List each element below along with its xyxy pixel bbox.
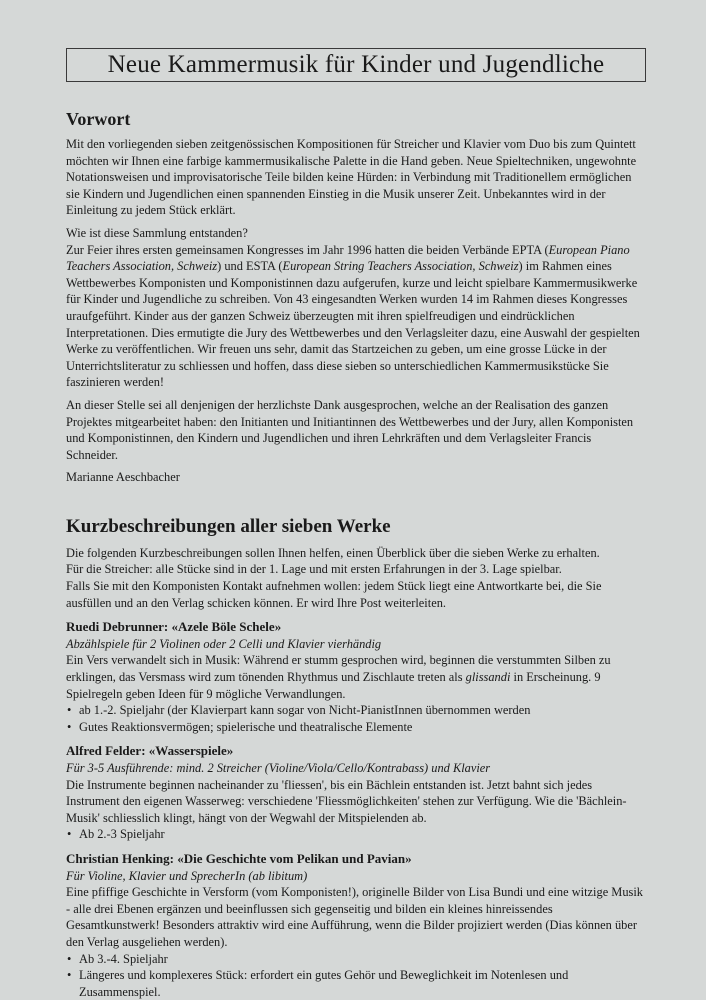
vorwort-paragraph-3: An dieser Stelle sei all denjenigen der herzlichste Dank ausgesprochen, welche an der Realisation des ganzen Projektes mitgearbeitet haben: den Initianten und Initiantinnen des Wettbewerbes und der Jury, allen Komponisten und Komponistinnen, den Kindern und Jugendlichen und ihren Lehrkräften und dem Verlagsleiter Francis Schneider.	[66, 397, 634, 462]
works-intro	[66, 545, 646, 611]
document-title: Neue Kammermusik für Kinder und Jugendliche	[66, 48, 646, 82]
bullet-item: • Gutes Reaktionsvermögen; spielerische und theatralische Elemente	[66, 719, 646, 736]
works-intro-line-1: Die folgenden Kurzbeschreibungen sollen Ihnen helfen, einen Überblick über die sieben Werke zu erhalten.	[66, 545, 600, 560]
text-run-italic: European String Teachers Association, Schweiz	[282, 259, 519, 274]
document-body	[66, 108, 646, 1000]
work-title: Ruedi Debrunner: «Azele Böle Schele»	[66, 619, 282, 635]
vorwort-paragraph-2	[66, 242, 646, 391]
works-intro-line-2: Für die Streicher: alle Stücke sind in der 1. Lage und mit ersten Erfahrungen in der 3. Lage spielbar.	[66, 562, 562, 577]
text-run: ) im Rahmen eines Wettbewerbes Komponisten und Komponistinnen dazu aufgerufen, kurze und leicht spielbare Kammermusikwerke für Kinder und Jugendliche zu schreiben. Von 43 eingesandten Werken wurden 14 im Rahmen dieses Kongresses uraufgeführt. Kinder aus der ganzen Schweiz überzeugten mit ihren spielfreudigen und eindrücklichen Interpretationen. Dies ermutigte die Jury des Wettbewerbes und den Verlagsleiter dazu, eine Auswahl der gespielten Werke zu veröffentlichen. Wir freuen uns sehr, damit das Startzeichen zu geben, um eine grosse Lücke in der Unterrichtsliteratur zu schliessen und hoffen, dass diese sieben so unterschiedlichen Kammermusikstücke Sie faszinieren werden!	[66, 259, 640, 390]
text-run: Zur Feier ihres ersten gemeinsamen Kongresses im Jahr 1996 hatten die beiden Verbände EPTA (	[66, 242, 549, 257]
text-run: Ein Vers verwandelt sich in Musik: Während er stumm gesprochen wird, beginnen die verstummten Silben zu erklingen, das Versmass wird zum tönenden Rhythmus und Zischlaute treten als	[66, 653, 611, 685]
work-entry-felder	[66, 743, 646, 843]
work-subtitle: Für Violine, Klavier und SprecherIn (ab libitum)	[66, 868, 308, 883]
text-run: ) und ESTA (	[217, 259, 283, 274]
work-bullets	[66, 702, 646, 735]
work-bullets	[66, 826, 646, 843]
bullet-item: • Ab 3.-4. Spieljahr	[66, 951, 646, 968]
work-description: Die Instrumente beginnen nacheinander zu 'fliessen', bis ein Bächlein entstanden ist. Jetzt bahnt sich jedes Instrument den eigenen Wasserweg: verschiedene 'Fliessmöglichkeiten' stehen zur Verfügung. Wie die 'Bächlein-Musik' schliesslich klingt, hängt von der Wegwahl der Mitspielenden ab.	[66, 777, 627, 825]
works-intro-line-3: Falls Sie mit den Komponisten Kontakt aufnehmen wollen: jedem Stück liegt eine Antwortkarte bei, die Sie ausfüllen und an den Verlag schicken können. Er wird Ihre Post weiterleiten.	[66, 579, 602, 610]
work-description	[66, 652, 646, 702]
vorwort-question: Wie ist diese Sammlung entstanden?	[66, 225, 248, 240]
work-description: Eine pfiffige Geschichte in Versform (vom Komponisten!), originelle Bilder von Lisa Bundi und eine witzige Musik - alle drei Ebenen ergänzen und beeinflussen sich gegenseitig und bilden ein kleines hinreissendes Gesamtkunstwerk! Besonders attraktiv wird eine Aufführung, wenn die Bilder projiziert werden (Dias können über den Verlag ausgeliehen werden).	[66, 885, 643, 949]
vorwort-paragraph-1: Mit den vorliegenden sieben zeitgenössischen Kompositionen für Streicher und Klavier vom Duo bis zum Quintett möchten wir Ihnen eine farbige kammermusikalische Palette in die Hand geben. Neue Spieltechniken, ungewohnte Notationsweisen und improvisatorische Teile bilden keine Hürden: in Verbindung mit Traditionellem ermöglichen sie Kindern und Jugendlichen einen spannenden Einstieg in die Musik unserer Zeit. Unbekanntes wird in der Einleitung zu jedem Stück erklärt.	[66, 137, 637, 218]
work-subtitle: Abzählspiele für 2 Violinen oder 2 Celli und Klavier vierhändig	[66, 636, 382, 651]
work-title: Christian Henking: «Die Geschichte vom Pelikan und Pavian»	[66, 850, 412, 866]
work-bullets	[66, 951, 646, 1000]
work-subtitle: Für 3-5 Ausführende: mind. 2 Streicher (Violine/Viola/Cello/Kontrabass) und Klavier	[66, 761, 491, 775]
bullet-item: • Längeres und komplexeres Stück: erfordert ein gutes Gehör und Beweglichkeit im Notenlesen und Zusammenspiel.	[66, 967, 646, 1000]
signature: Marianne Aeschbacher	[66, 470, 180, 485]
work-entry-henking	[66, 851, 646, 1000]
work-entry-debrunner	[66, 619, 646, 735]
work-title: Alfred Felder: «Wasserspiele»	[66, 743, 234, 759]
vorwort-heading: Vorwort	[66, 109, 131, 129]
kurzbeschreibungen-heading: Kurzbeschreibungen aller sieben Werke	[66, 515, 391, 537]
text-run-italic: European Piano Teachers Association, Schweiz	[66, 242, 630, 274]
text-run: in Erscheinung. 9 Spielregeln geben Ideen für 9 mögliche Verwandlungen.	[66, 670, 601, 701]
bullet-item: • ab 1.-2. Spieljahr (der Klavierpart kann sogar von Nicht-PianistInnen übernommen werden	[66, 702, 646, 719]
text-run-italic: glissandi	[465, 670, 511, 685]
bullet-item: • Ab 2.-3 Spieljahr	[66, 826, 646, 843]
